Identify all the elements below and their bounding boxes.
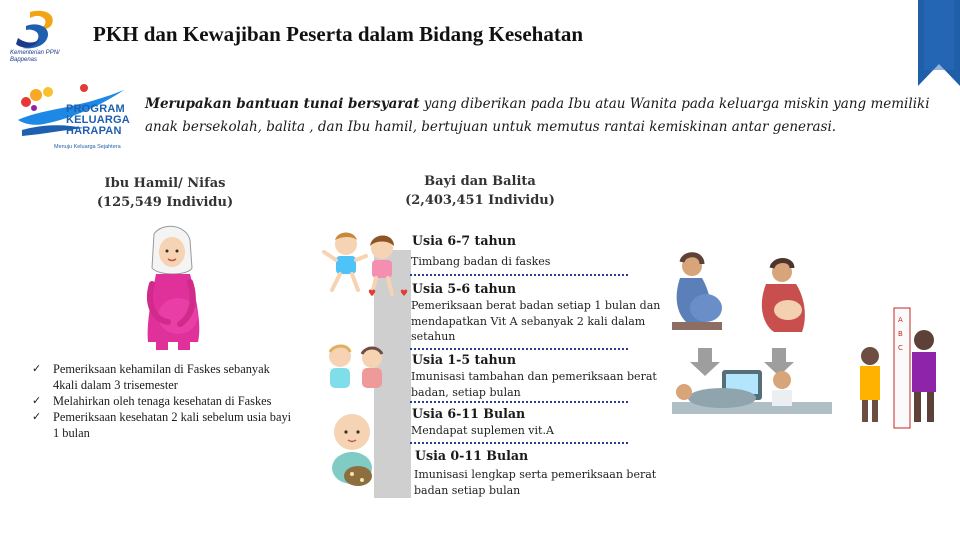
checkmark-icon: ✓ (32, 362, 42, 375)
pregnant-woman-illustration (132, 224, 212, 354)
stage-age-0-11-bulan: Usia 0-11 Bulan (415, 448, 529, 463)
divider-line (410, 401, 628, 403)
stage-age-6-11-bulan: Usia 6-11 Bulan (412, 406, 526, 421)
baby-illustration (322, 410, 384, 494)
pkh-logo-line3: HARAPAN (66, 125, 122, 137)
stage-age-1-5-tahun: Usia 1-5 tahun (412, 352, 516, 367)
stage-desc-6-7-tahun: Timbang badan di faskes (411, 255, 551, 268)
definition-emphasis: Merupakan bantuan tunai bersyarat (145, 96, 420, 112)
ibu-hamil-header (80, 174, 250, 212)
corner-bookmark-icon (918, 0, 960, 86)
stage-desc-0-11-bulan: Imunisasi lengkap serta pemeriksaan berat badan setiap bulan (414, 468, 657, 497)
list-item: ✓ Pemeriksaan kehamilan di Faskes sebanyak 4kali dalam 3 trisemester (32, 362, 270, 392)
health-care-illustration (662, 252, 948, 444)
ministry-logo-icon (8, 8, 84, 52)
checkmark-icon: ✓ (32, 394, 42, 407)
svg-text:C: C (898, 344, 903, 352)
divider-line (410, 442, 628, 444)
svg-text:B: B (898, 330, 903, 338)
ministry-logo (8, 8, 84, 68)
pkh-logo-tagline: Menuju Keluarga Sejahtera (54, 144, 121, 150)
page-title: PKH dan Kewajiban Peserta dalam Bidang Kesehatan (93, 22, 584, 46)
checkmark-icon: ✓ (32, 410, 42, 423)
ibu-hamil-requirements (32, 361, 292, 441)
list-item: ✓ Pemeriksaan kesehatan 2 kali sebelum usia bayi 1 bulan (32, 410, 292, 440)
divider-line (410, 274, 628, 276)
svg-text:A: A (898, 316, 903, 324)
bayi-balita-header (390, 172, 570, 210)
ministry-caption-1: Kementerian PPN/ (10, 50, 60, 56)
toddlers-illustration (320, 340, 392, 400)
stage-desc-6-11-bulan: Mendapat suplemen vit.A (411, 424, 554, 437)
bayi-balita-title: Bayi dan Balita (424, 174, 536, 189)
stage-desc-1-5-tahun: Imunisasi tambahan dan pemeriksaan berat badan, setiap bulan (411, 370, 657, 399)
ibu-hamil-count: (125,549 Individu) (96, 195, 234, 210)
ministry-caption-2: Bappenas (10, 57, 38, 63)
bayi-balita-count: (2,403,451 Individu) (405, 193, 555, 208)
stage-desc-5-6-tahun: Pemeriksaan berat badan setiap 1 bulan dan mendapatkan Vit A sebanyak 2 kali dalam setahun (411, 299, 661, 343)
svg-text:♥: ♥ (400, 289, 409, 299)
pkh-definition (145, 93, 945, 139)
definition-text: yang diberikan pada Ibu atau Wanita pada keluarga miskin yang memiliki anak bersekolah, balita , dan Ibu hamil, bertujuan untuk memutus rantai kemiskinan antar generasi. (145, 96, 930, 135)
children-playing-illustration (318, 228, 410, 300)
divider-line (410, 348, 628, 350)
pkh-logo-line1: PROGRAM (66, 103, 125, 115)
stage-age-5-6-tahun: Usia 5-6 tahun (412, 281, 516, 296)
pkh-logo (14, 80, 130, 156)
pkh-logo-line2: KELUARGA (66, 114, 130, 126)
stage-age-6-7-tahun: Usia 6-7 tahun (412, 233, 516, 248)
svg-text:♥: ♥ (368, 289, 377, 299)
list-item: ✓ Melahirkan oleh tenaga kesehatan di Faskes (32, 394, 272, 408)
ibu-hamil-title: Ibu Hamil/ Nifas (104, 176, 226, 191)
